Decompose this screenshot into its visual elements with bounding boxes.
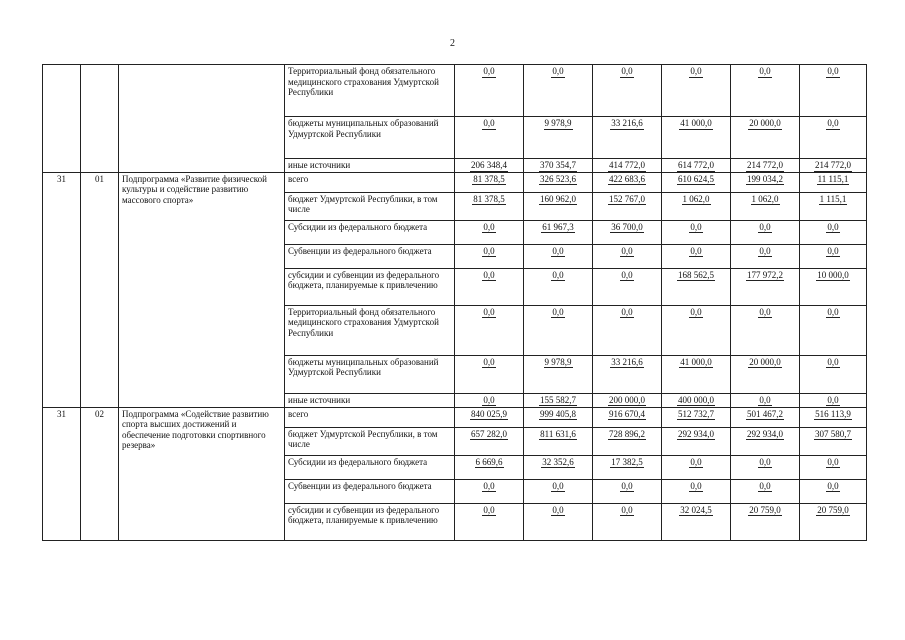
value-text: 657 282,0 [471,428,507,439]
value-text: 214 772,0 [815,160,851,170]
source-cell: бюджет Удмуртской Республики, в том числе [285,192,455,220]
value-text: 0,0 [483,66,495,76]
value-cell [731,220,800,244]
value-cell [455,503,524,540]
value-text: 0,0 [483,221,495,232]
source-cell: бюджеты муниципальных образований Удмуртской Республики [285,117,455,159]
value-text: 11 115,1 [817,173,849,184]
value-cell [662,393,731,407]
value-cell [731,503,800,540]
value-cell [593,192,662,220]
value-cell [455,393,524,407]
value-text: 0,0 [483,394,495,405]
value-cell [662,172,731,192]
value-text: 0,0 [621,66,633,76]
code-cell-2 [81,65,119,173]
value-cell [662,479,731,503]
value-text: 0,0 [483,306,495,317]
value-cell [800,65,867,117]
value-cell [662,268,731,305]
value-text: 41 000,0 [680,356,712,367]
value-text: 0,0 [483,356,495,367]
value-cell [524,455,593,479]
value-cell [593,427,662,455]
source-cell: Субвенции из федерального бюджета [285,479,455,503]
value-text: 414 772,0 [609,160,645,170]
value-text: 0,0 [690,480,702,491]
value-text: 0,0 [483,118,495,128]
value-cell [662,117,731,159]
value-text: 516 113,9 [815,408,851,419]
value-text: 307 580,7 [815,428,851,439]
value-cell [800,268,867,305]
value-cell [800,159,867,173]
value-text: 0,0 [552,504,564,515]
value-cell [662,192,731,220]
value-text: 0,0 [483,269,495,280]
value-text: 0,0 [552,245,564,256]
value-cell [662,355,731,393]
value-text: 0,0 [827,356,839,367]
value-text: 501 467,2 [747,408,783,419]
program-cell: Подпрограмма «Содействие развитию спорта высших достижений и обеспечение подготовки спортивного резерва» [119,407,285,540]
value-text: 0,0 [483,504,495,515]
value-cell [524,244,593,268]
value-cell [731,192,800,220]
value-text: 20 000,0 [749,118,781,128]
value-text: 614 772,0 [678,160,714,170]
value-cell [593,503,662,540]
value-text: 33 216,6 [611,118,643,128]
source-cell: Территориальный фонд обязательного медицинского страхования Удмуртской Республики [285,305,455,355]
value-cell [524,427,593,455]
value-cell [524,117,593,159]
source-cell: всего [285,407,455,427]
value-cell [455,244,524,268]
value-cell [800,192,867,220]
page-number: 2 [450,38,455,49]
value-cell [662,407,731,427]
value-cell [455,455,524,479]
value-text: 0,0 [621,269,633,280]
value-cell [593,407,662,427]
value-text: 400 000,0 [678,394,714,405]
value-text: 9 978,9 [544,356,572,367]
code-cell-2: 01 [81,172,119,407]
value-cell [800,117,867,159]
value-cell [593,65,662,117]
source-cell: бюджет Удмуртской Республики, в том числе [285,427,455,455]
value-text: 1 062,0 [682,193,710,204]
code-cell-2: 02 [81,407,119,540]
value-text: 0,0 [552,306,564,317]
value-cell [731,479,800,503]
value-text: 0,0 [759,221,771,232]
value-text: 728 896,2 [609,428,645,439]
value-text: 0,0 [759,245,771,256]
value-cell [800,407,867,427]
value-cell [593,355,662,393]
value-text: 9 978,9 [544,118,572,128]
value-text: 0,0 [827,118,839,128]
value-cell [524,503,593,540]
value-text: 0,0 [759,394,771,405]
value-cell [593,159,662,173]
code-cell-1: 31 [43,172,81,407]
source-cell: Субсидии из федерального бюджета [285,220,455,244]
value-cell [731,355,800,393]
value-text: 20 759,0 [817,504,849,515]
value-text: 199 034,2 [747,173,783,184]
source-cell: бюджеты муниципальных образований Удмуртской Республики [285,355,455,393]
value-text: 0,0 [827,306,839,317]
value-text: 0,0 [827,480,839,491]
source-cell: иные источники [285,159,455,173]
value-text: 0,0 [621,306,633,317]
value-text: 0,0 [690,306,702,317]
value-cell [800,172,867,192]
value-cell [524,268,593,305]
value-text: 0,0 [690,456,702,467]
value-text: 840 025,9 [471,408,507,419]
value-text: 916 670,4 [609,408,645,419]
value-text: 17 382,5 [611,456,643,467]
value-cell [593,479,662,503]
value-text: 206 348,4 [471,160,507,170]
value-cell [662,455,731,479]
value-text: 292 934,0 [678,428,714,439]
value-cell [662,159,731,173]
value-cell [800,244,867,268]
value-text: 152 767,0 [609,193,645,204]
value-cell [593,455,662,479]
value-cell [593,244,662,268]
source-cell: Территориальный фонд обязательного медицинского страхования Удмуртской Республики [285,65,455,117]
value-text: 0,0 [827,66,839,76]
value-cell [800,427,867,455]
table-body [43,65,867,541]
value-text: 292 934,0 [747,428,783,439]
value-text: 0,0 [483,245,495,256]
value-text: 6 669,6 [475,456,503,467]
value-text: 0,0 [552,269,564,280]
value-text: 0,0 [759,66,771,76]
value-text: 33 216,6 [611,356,643,367]
value-text: 0,0 [552,480,564,491]
value-text: 811 631,6 [540,428,576,439]
value-cell [731,407,800,427]
value-text: 10 000,0 [817,269,849,280]
source-cell: иные источники [285,393,455,407]
value-cell [593,393,662,407]
value-cell [662,65,731,117]
table-row [43,65,867,117]
value-cell [593,305,662,355]
value-cell [800,479,867,503]
value-cell [662,503,731,540]
value-text: 0,0 [483,480,495,491]
value-cell [455,305,524,355]
value-text: 326 523,6 [540,173,576,184]
value-cell [800,305,867,355]
value-text: 0,0 [621,480,633,491]
value-text: 81 378,5 [473,173,505,184]
value-cell [731,159,800,173]
value-text: 370 354,7 [540,160,576,170]
value-text: 81 378,5 [473,193,505,204]
value-cell [455,220,524,244]
value-cell [731,305,800,355]
value-text: 0,0 [690,66,702,76]
value-cell [455,268,524,305]
table-row [43,407,867,427]
value-cell [455,65,524,117]
value-text: 422 683,6 [609,173,645,184]
value-text: 0,0 [827,245,839,256]
value-cell [524,172,593,192]
value-cell [455,407,524,427]
source-cell: субсидии и субвенции из федерального бюджета, планируемые к привлечению [285,268,455,305]
value-cell [731,65,800,117]
value-text: 32 024,5 [680,504,712,515]
value-text: 200 000,0 [609,394,645,405]
value-cell [524,393,593,407]
value-text: 41 000,0 [680,118,712,128]
value-cell [455,159,524,173]
value-cell [731,172,800,192]
value-text: 512 732,7 [678,408,714,419]
value-cell [731,455,800,479]
value-text: 20 759,0 [749,504,781,515]
source-cell: Субвенции из федерального бюджета [285,244,455,268]
code-cell-1 [43,65,81,173]
value-text: 1 115,1 [819,193,847,204]
value-cell [731,427,800,455]
value-cell [593,172,662,192]
value-text: 0,0 [759,456,771,467]
value-cell [524,159,593,173]
value-cell [731,244,800,268]
value-text: 168 562,5 [678,269,714,280]
value-cell [524,220,593,244]
value-cell [731,393,800,407]
value-cell [524,479,593,503]
value-cell [524,305,593,355]
value-cell [662,244,731,268]
value-text: 20 000,0 [749,356,781,367]
value-cell [593,268,662,305]
value-cell [455,117,524,159]
value-text: 36 700,0 [611,221,643,232]
value-cell [800,503,867,540]
value-cell [593,117,662,159]
value-text: 214 772,0 [747,160,783,170]
funding-table [42,64,867,541]
source-cell: всего [285,172,455,192]
table-row [43,172,867,192]
value-cell [524,407,593,427]
value-text: 0,0 [690,245,702,256]
value-text: 999 405,8 [540,408,576,419]
value-cell [524,192,593,220]
value-cell [455,355,524,393]
source-cell: субсидии и субвенции из федерального бюджета, планируемые к привлечению [285,503,455,540]
value-cell [593,220,662,244]
value-cell [800,220,867,244]
value-cell [731,117,800,159]
value-cell [662,305,731,355]
value-text: 32 352,6 [542,456,574,467]
value-text: 0,0 [690,221,702,232]
program-cell [119,65,285,173]
value-text: 61 967,3 [542,221,574,232]
value-text: 0,0 [827,394,839,405]
value-cell [731,268,800,305]
value-cell [455,479,524,503]
value-text: 0,0 [827,221,839,232]
value-cell [455,427,524,455]
source-cell: Субсидии из федерального бюджета [285,455,455,479]
value-text: 0,0 [759,306,771,317]
value-text: 0,0 [621,245,633,256]
value-cell [800,355,867,393]
value-text: 0,0 [552,66,564,76]
value-text: 1 062,0 [751,193,779,204]
value-cell [662,427,731,455]
value-cell [455,172,524,192]
value-text: 0,0 [621,504,633,515]
value-cell [455,192,524,220]
value-text: 177 972,2 [747,269,783,280]
value-text: 0,0 [827,456,839,467]
program-cell: Подпрограмма «Развитие физической культуры и содействие развитию массового спорта» [119,172,285,407]
value-text: 155 582,7 [540,394,576,405]
value-cell [524,355,593,393]
value-cell [662,220,731,244]
value-cell [524,65,593,117]
value-cell [800,393,867,407]
value-text: 0,0 [759,480,771,491]
value-cell [800,455,867,479]
code-cell-1: 31 [43,407,81,540]
value-text: 160 962,0 [540,193,576,204]
value-text: 610 624,5 [678,173,714,184]
